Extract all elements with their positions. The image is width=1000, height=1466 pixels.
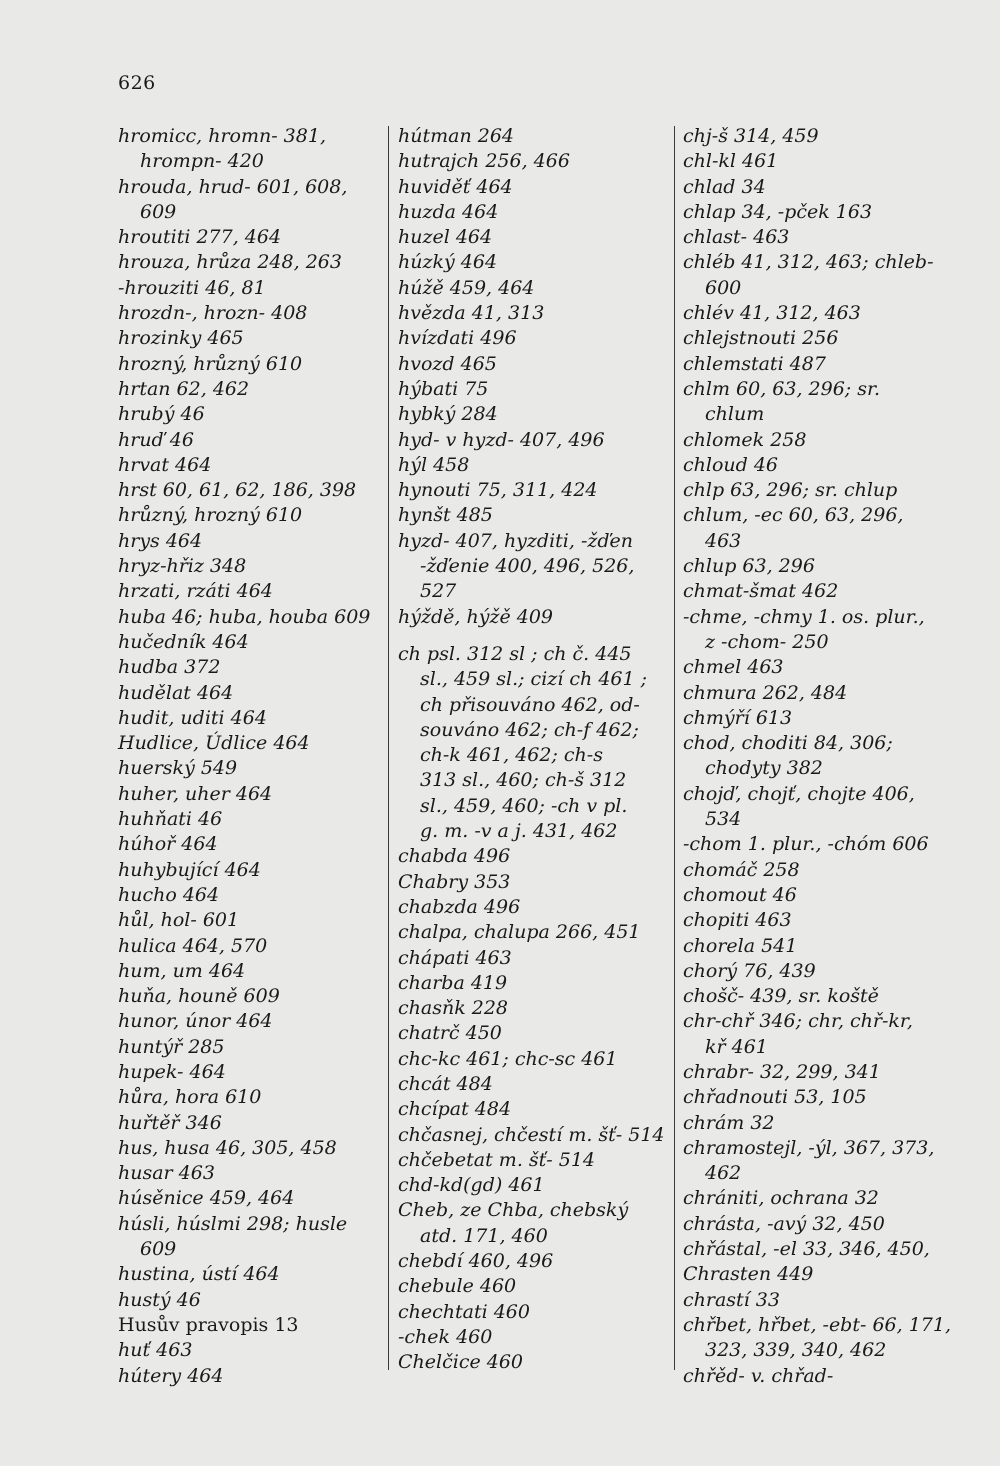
index-column-2 <box>398 124 668 1376</box>
index-entry-line: hrouda, hrud- 601, 608, <box>118 175 348 198</box>
index-entry-line: -chme, -chmy 1. os. plur., <box>683 605 925 628</box>
index-entry-line: hrys 464 <box>118 529 203 552</box>
section-gap <box>398 630 668 642</box>
index-entry-line: chčasnej, chčestí m. šť- 514 <box>398 1123 665 1146</box>
index-entry-line: 462 <box>705 1162 742 1185</box>
index-entry-line: chod, choditi 84, 306; <box>683 732 893 755</box>
index-entry-line: chcát 484 <box>398 1072 493 1095</box>
index-entry-line: hrozinky 465 <box>118 327 244 350</box>
index-entry-line: chd-kd(gd) 461 <box>398 1174 545 1197</box>
index-entry-line: chlast- 463 <box>683 226 790 249</box>
index-entry-line: ch-k 461, 462; ch-s <box>420 744 603 767</box>
index-entry-line: chmýří 613 <box>683 706 793 729</box>
index-entry-line: hynouti 75, 311, 424 <box>398 479 598 502</box>
index-entry-line: chebdí 460, 496 <box>398 1250 554 1273</box>
index-entry-line: chorela 541 <box>683 934 798 957</box>
index-entry-line: kř 461 <box>705 1035 768 1058</box>
index-entry-line: hrst 60, 61, 62, 186, 398 <box>118 479 357 502</box>
index-entry-line: Cheb, ze Chba, chebský <box>398 1199 629 1222</box>
index-entry-line: chj-š 314, 459 <box>683 125 819 147</box>
index-entry-line: chrastí 33 <box>683 1288 780 1311</box>
index-entry-line: 313 sl., 460; ch-š 312 <box>420 769 627 792</box>
index-entry-line: 323, 339, 340, 462 <box>705 1339 887 1362</box>
index-entry-line: hynšt 485 <box>398 504 493 527</box>
index-entry-line: chrásta, -avý 32, 450 <box>683 1212 885 1235</box>
index-entry-line: Hudlice, Údlice 464 <box>118 732 310 755</box>
page-number: 626 <box>118 72 156 94</box>
index-entry-line: chmel 463 <box>683 656 784 679</box>
index-entry-line: hůl, hol- 601 <box>118 909 240 932</box>
index-entry-line: chmat-šmat 462 <box>683 580 839 603</box>
index-entry-line: hustina, ústí 464 <box>118 1263 280 1286</box>
index-entry-line: 609 <box>140 1238 177 1261</box>
index-entry-line: souváno 462; ch-f 462; <box>420 718 639 741</box>
index-entry-line: 534 <box>705 808 742 831</box>
index-entry-line: huba 46; huba, houba 609 <box>118 605 371 628</box>
index-entry-line: hudělat 464 <box>118 681 234 704</box>
index-entry-line: sl., 459 sl.; cizí ch 461 ; <box>420 668 648 691</box>
index-entry-line: chlup 63, 296 <box>683 555 815 578</box>
index-entry-line: chechtati 460 <box>398 1300 530 1323</box>
index-entry-line: hutrajch 256, 466 <box>398 150 570 173</box>
index-entry-line: hybký 284 <box>398 403 498 426</box>
index-entry-line: 609 <box>140 200 177 223</box>
index-entry-line: hudit, uditi 464 <box>118 706 267 729</box>
index-entry-line: chrabr- 32, 299, 341 <box>683 1060 881 1083</box>
index-entry-line: húžě 459, 464 <box>398 276 535 299</box>
index-entry-line: atd. 171, 460 <box>420 1224 548 1247</box>
index-entry-line: hrozdn-, hrozn- 408 <box>118 302 308 325</box>
index-column-1 <box>118 124 386 1389</box>
index-entry-line: hus, husa 46, 305, 458 <box>118 1136 337 1159</box>
index-entry-line: hvízdati 496 <box>398 327 517 350</box>
index-entry-line: chomout 46 <box>683 883 797 906</box>
index-entry-line: hrzati, rzáti 464 <box>118 580 273 603</box>
index-entry-line: chramostejl, -ýl, 367, 373, <box>683 1136 935 1159</box>
index-entry-line: chléb 41, 312, 463; chleb- <box>683 251 934 274</box>
index-entry-line: chřadnouti 53, 105 <box>683 1086 867 1109</box>
index-entry-line: húhoř 464 <box>118 833 218 856</box>
index-entry-line: chlemstati 487 <box>683 352 826 375</box>
index-entry-line: chřěd- v. chřad- <box>683 1364 834 1387</box>
index-entry-line: chcípat 484 <box>398 1098 512 1121</box>
index-entry-line: hýl 458 <box>398 453 470 476</box>
index-entry-line: chmura 262, 484 <box>683 681 848 704</box>
index-entry-line: -chek 460 <box>398 1325 493 1348</box>
index-entry-line: ch psl. 312 sl ; ch č. 445 <box>398 642 632 665</box>
index-entry-line: charba 419 <box>398 971 508 994</box>
index-entry-line: huňa, houně 609 <box>118 985 280 1008</box>
index-entry-line: chodyty 382 <box>705 757 823 780</box>
index-entry-line: hruď 46 <box>118 428 194 451</box>
index-entry-line: chlap 34, -pček 163 <box>683 200 873 223</box>
index-entry-line: huher, uher 464 <box>118 782 273 805</box>
index-entry-line: húsěnice 459, 464 <box>118 1187 295 1210</box>
index-entry-line: hulica 464, 570 <box>118 934 268 957</box>
index-entry-line: chopiti 463 <box>683 909 792 932</box>
index-entry-line: hustý 46 <box>118 1288 201 1311</box>
index-entry-line: chorý 76, 439 <box>683 959 816 982</box>
index-entry-line: hrubý 46 <box>118 403 205 426</box>
index-entry-line: Chelčice 460 <box>398 1351 524 1374</box>
index-entry-line: chojď, chojť, chojte 406, <box>683 782 915 805</box>
index-entry-line: huzel 464 <box>398 226 493 249</box>
index-entry-line: hyzd- 407, hyzditi, -žďen <box>398 529 634 552</box>
index-entry-line: huntýř 285 <box>118 1035 225 1058</box>
index-entry-line: Chrasten 449 <box>683 1263 814 1286</box>
index-entry-line: huviděť 464 <box>398 175 513 198</box>
index-entry-line: hupek- 464 <box>118 1060 226 1083</box>
index-entry-line: chlad 34 <box>683 175 766 198</box>
index-entry-line: hůra, hora 610 <box>118 1086 262 1109</box>
index-entry-line: chalpa, chalupa 266, 451 <box>398 921 641 944</box>
index-entry-line: húsli, húslmi 298; husle <box>118 1212 348 1235</box>
index-entry-line: chabda 496 <box>398 845 511 868</box>
index-entry-line: z -chom- 250 <box>705 630 829 653</box>
index-entry-line: hýbati 75 <box>398 377 489 400</box>
index-entry-line: huerský 549 <box>118 757 238 780</box>
index-entry-line: hrozný, hrůzný 610 <box>118 352 303 375</box>
index-entry-line: chc-kc 461; chc-sc 461 <box>398 1047 618 1070</box>
index-entry-line: huřtěř 346 <box>118 1111 222 1134</box>
index-entry-line: huhybující 464 <box>118 858 261 881</box>
column-divider <box>388 126 389 1370</box>
index-entry-line: sl., 459, 460; -ch v pl. <box>420 794 628 817</box>
index-entry-line: hútery 464 <box>118 1364 224 1387</box>
index-entry-line: chebule 460 <box>398 1275 517 1298</box>
index-entry-line: hútman 264 <box>398 125 514 147</box>
column-divider <box>674 126 675 1370</box>
index-entry-line: chrániti, ochrana 32 <box>683 1187 879 1210</box>
index-entry-line: chatrč 450 <box>398 1022 502 1045</box>
index-entry-line: hýždě, hýžě 409 <box>398 605 553 628</box>
index-entry-line: -žďenie 400, 496, 526, <box>420 555 635 578</box>
index-entry-line: hrůzný, hrozný 610 <box>118 504 303 527</box>
index-entry-line: -hrouziti 46, 81 <box>118 276 266 299</box>
index-entry-line: 527 <box>420 580 457 603</box>
index-entry-line: chápati 463 <box>398 946 512 969</box>
index-entry-line: hučedník 464 <box>118 630 249 653</box>
index-entry-line: 600 <box>705 276 742 299</box>
index-entry-line: chloud 46 <box>683 453 779 476</box>
index-entry-line: hvězda 41, 313 <box>398 302 545 325</box>
index-entry-line: huhňati 46 <box>118 808 223 831</box>
index-entry-line: chlejstnouti 256 <box>683 327 839 350</box>
index-entry-line: chlp 63, 296; sr. chlup <box>683 479 898 502</box>
index-entry-line: Chabry 353 <box>398 870 511 893</box>
index-entry-line: hroutiti 277, 464 <box>118 226 282 249</box>
index-entry-line: chlum <box>705 403 765 426</box>
index-column-3 <box>683 124 953 1389</box>
index-entry-line: g. m. -v a j. 431, 462 <box>420 820 618 843</box>
index-entry-line: -chom 1. plur., -chóm 606 <box>683 833 929 856</box>
index-entry-line: husar 463 <box>118 1162 215 1185</box>
index-entry-line: chčebetat m. šť- 514 <box>398 1148 596 1171</box>
index-entry-line: chlm 60, 63, 296; sr. <box>683 377 881 400</box>
index-entry-line: hryz-hřiz 348 <box>118 555 247 578</box>
index-entry-line: chasňk 228 <box>398 997 509 1020</box>
index-entry-line: huzda 464 <box>398 200 499 223</box>
index-entry-line: chřástal, -el 33, 346, 450, <box>683 1238 930 1261</box>
index-entry-line: chrám 32 <box>683 1111 775 1134</box>
index-entry-line: hrtan 62, 462 <box>118 377 250 400</box>
index-entry-line: chabzda 496 <box>398 895 521 918</box>
index-entry-line: ch přisouváno 462, od- <box>420 693 640 716</box>
index-entry-line: chlév 41, 312, 463 <box>683 302 861 325</box>
index-entry-line: chlomek 258 <box>683 428 807 451</box>
index-entry-line: hudba 372 <box>118 656 221 679</box>
index-entry-line: chl-kl 461 <box>683 150 779 173</box>
index-entry-line: hunor, únor 464 <box>118 1010 273 1033</box>
index-entry-line: húzký 464 <box>398 251 498 274</box>
index-entry-line: hum, um 464 <box>118 959 246 982</box>
index-entry-line: hrompn- 420 <box>140 150 264 173</box>
index-entry-line: huť 463 <box>118 1339 193 1362</box>
index-entry-line: hrouza, hrůza 248, 263 <box>118 251 342 274</box>
index-entry-line: hrvat 464 <box>118 453 212 476</box>
index-entry-line: hyd- v hyzd- 407, 496 <box>398 428 605 451</box>
index-entry-line: chřbet, hřbet, -ebt- 66, 171, <box>683 1313 952 1336</box>
index-entry-line: hromicc, hromn- 381, <box>118 125 326 147</box>
index-entry-line: hvozd 465 <box>398 352 497 375</box>
index-entry-line: 463 <box>705 529 742 552</box>
index-entry-line: chomáč 258 <box>683 858 800 881</box>
index-entry-line: hucho 464 <box>118 883 220 906</box>
index-entry-line: chošč- 439, sr. koště <box>683 985 879 1008</box>
index-entry-line: Husův pravopis 13 <box>118 1313 299 1336</box>
index-entry-line: chr-chř 346; chr, chř-kr, <box>683 1010 913 1033</box>
index-entry-line: chlum, -ec 60, 63, 296, <box>683 504 904 527</box>
